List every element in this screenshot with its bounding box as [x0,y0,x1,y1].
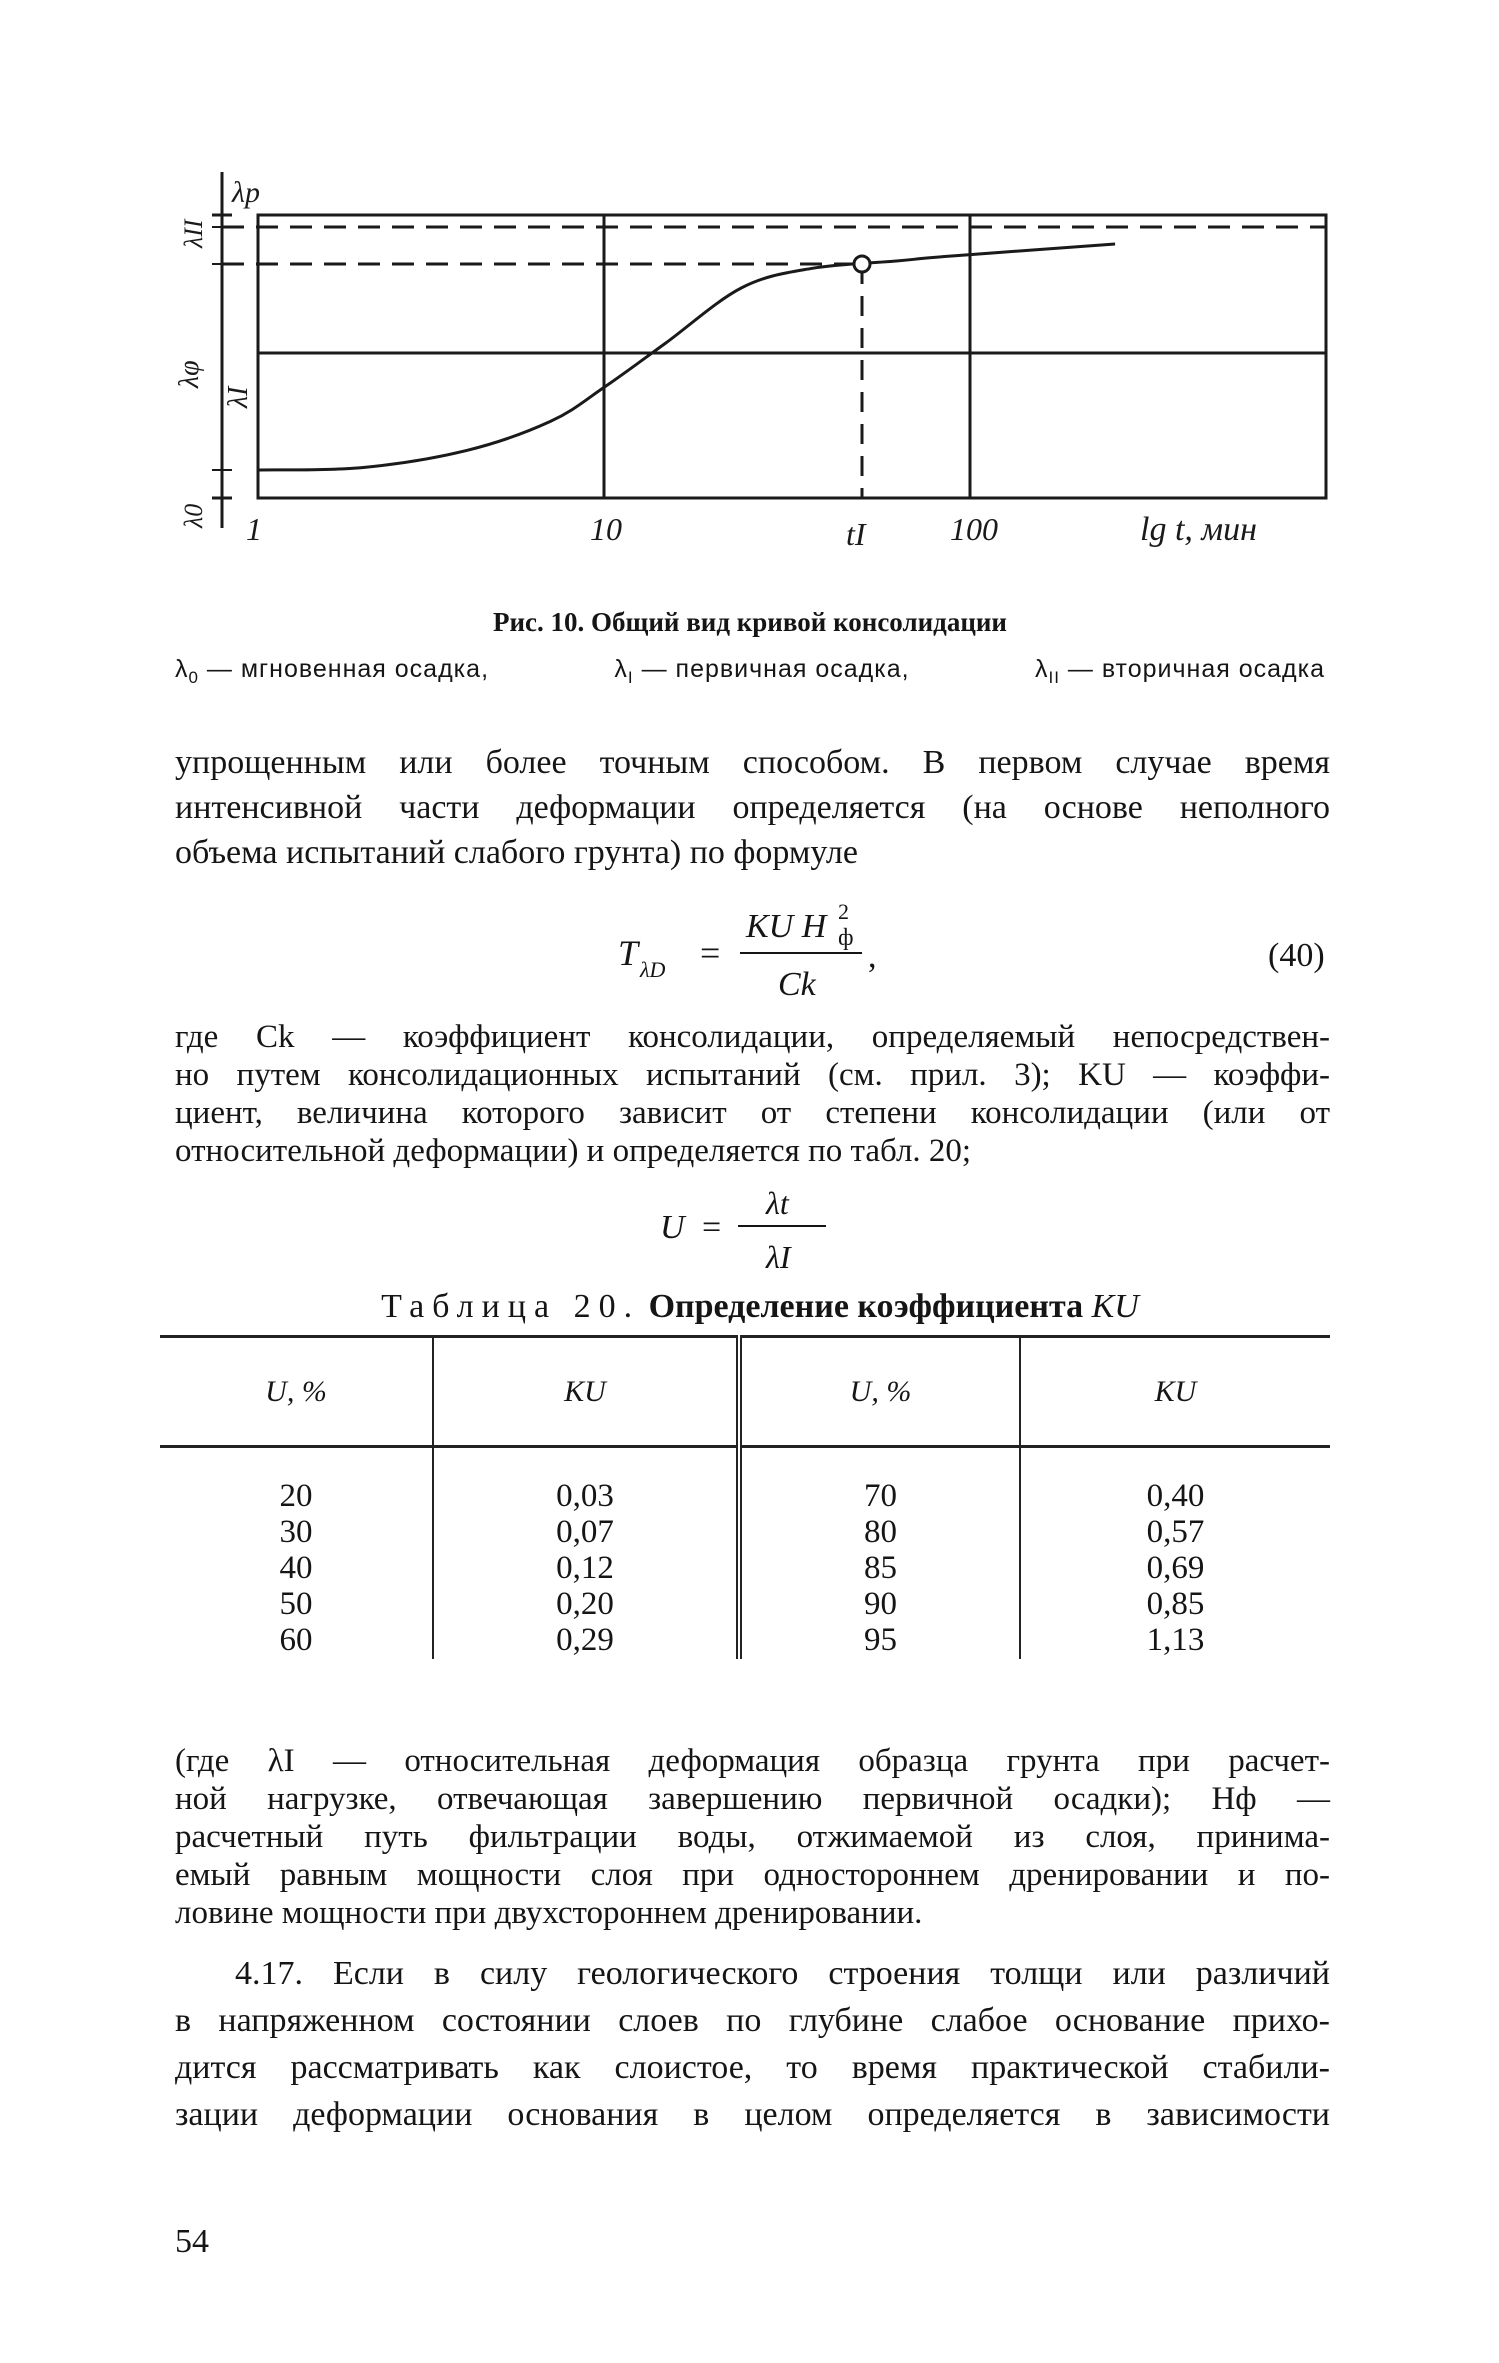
paragraph-line: циент, величина которого зависит от степени консолидации (или от [175,1095,1330,1131]
svg-text:T: T [618,933,639,973]
paragraph-2 [175,1018,1330,1170]
paragraph-line: дится рассматривать как слоистое, то время практической стабили- [175,2049,1330,2086]
table-row [160,1447,1330,1660]
svg-text:KU H: KU H [746,908,827,945]
paragraph-line: расчетный путь фильтрации воды, отжимаемой из слоя, принима- [175,1819,1330,1855]
paragraph-line: 4.17. Если в силу геологического строения толщи или различий [235,1955,1330,1992]
col-u-1: 20 30 40 50 60 [279,1478,313,1658]
col-u-2: 70 80 85 90 95 [739,1447,1020,1660]
consolidation-curve-chart [160,160,1340,590]
svg-text:λt: λt [766,1185,789,1221]
svg-text:λD: λD [640,957,666,982]
table-20 [160,1335,1330,1659]
paragraph-line: объема испытаний слабого грунта) по формуле [175,834,858,871]
paragraph-line: но путем консолидационных испытаний (см. прил. 3); KU — коэффи- [175,1057,1330,1093]
svg-text:=: = [700,933,721,973]
figure-caption-title: Рис. 10. Общий вид кривой консолидации [493,607,1007,637]
paragraph-line: ной нагрузке, отвечающая завершению первичной осадки); Hф — [175,1781,1330,1817]
legend-item-0: $\lambda_0$ — мгновенная осадка, [175,655,490,687]
x-axis-label: lg t, мин [1140,511,1257,548]
svg-text:2: 2 [838,899,849,924]
svg-text:=: = [702,1209,722,1246]
table-title: Таблица 20. Определение коэффициента KU [381,1288,1139,1325]
paragraph-line: упрощенным или более точным способом. В первом случае время [175,744,1330,781]
svg-text:,: , [868,938,877,975]
paragraph-line: интенсивной части деформации определяется (на основе неполного [175,789,1330,826]
label-lambda-II: λII [179,219,208,248]
consolidation-curve [258,244,1115,470]
paragraph-line: зации деформации основания в целом определяется в зависимости [175,2096,1330,2133]
y-axis-label: λр [232,176,260,209]
formula-40 [600,895,960,1015]
svg-text:Ck: Ck [778,966,816,1003]
paragraph-3 [175,1742,1330,1932]
figure-legend [175,655,1325,688]
table-header-row [160,1337,1330,1447]
paragraph-line: относительной деформации) и определяется по табл. 20; [175,1133,972,1169]
legend-item-1: $\lambda_I$ — первичная осадка, [614,655,910,687]
paragraph-line: (где λI — относительная деформация образца грунта при расчет- [175,1743,1330,1779]
paragraph-line: в напряженном состоянии слоев по глубине слабое основание прихо- [175,2002,1330,2039]
col-ku-2: 0,40 0,57 0,69 0,85 1,13 [1020,1447,1330,1660]
col-header-ku-1: KU [433,1337,739,1447]
paragraph-line: емый равным мощности слоя при одностороннем дренировании и по- [175,1857,1330,1893]
svg-text:U: U [660,1209,685,1246]
col-header-u-1: U, % [160,1337,433,1447]
col-ku-1: 0,03 0,07 0,12 0,20 0,29 [433,1447,739,1660]
x-tick-100: 100 [950,511,998,547]
paragraph-line: где Ck — коэффициент консолидации, определяемый непосредствен- [175,1019,1330,1055]
x-tick-10: 10 [590,511,622,547]
legend-item-2: $\lambda_{II}$ — вторичная осадка [1034,655,1325,687]
col-header-u-2: U, % [739,1337,1020,1447]
x-tick-tI: tI [846,516,866,552]
page-number: 54 [175,2223,209,2260]
svg-text:ф: ф [838,925,854,951]
label-lambda-phi: λφ [174,360,205,388]
paragraph-line: ловине мощности при двухстороннем дренировании. [175,1895,923,1931]
col-header-ku-2: KU [1020,1337,1330,1447]
label-lambda-0: λ0 [179,503,208,528]
chart-frame [258,215,1326,498]
label-lambda-I: λI [223,386,254,408]
paragraph-4 [175,1950,1330,2138]
point-tI [854,256,870,272]
formula-number: (40) [1268,937,1325,974]
curve-layer [258,244,1115,470]
formula-u [640,1180,860,1280]
svg-text:λI: λI [766,1239,791,1275]
paragraph-1 [175,740,1330,875]
x-tick-1: 1 [246,511,262,547]
